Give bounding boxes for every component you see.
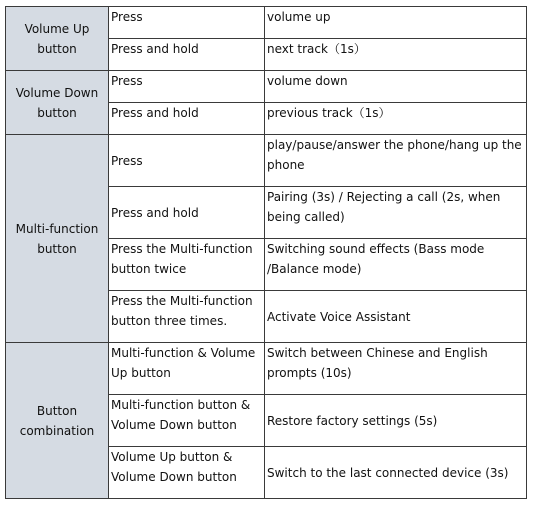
action-cell: Volume Up button & Volume Down button — [109, 447, 265, 499]
result-cell: volume down — [265, 71, 527, 103]
action-cell: Multi-function & Volume Up button — [109, 343, 265, 395]
action-cell: Press the Multi-function button three times. — [109, 291, 265, 343]
result-cell: Activate Voice Assistant — [265, 291, 527, 343]
result-cell: Pairing (3s) / Rejecting a call (2s, when being called) — [265, 187, 527, 239]
action-cell: Multi-function button & Volume Down button — [109, 395, 265, 447]
button-functions-table — [5, 6, 527, 499]
action-cell: Press — [109, 71, 265, 103]
result-cell: play/pause/answer the phone/hang up the phone — [265, 135, 527, 187]
group-label-volume-up: Volume Up button — [6, 7, 109, 71]
table-row — [6, 71, 527, 103]
result-cell: Switching sound effects (Bass mode /Balance mode) — [265, 239, 527, 291]
group-label-multi-function: Multi-function button — [6, 135, 109, 343]
action-cell: Press and hold — [109, 39, 265, 71]
result-cell: Switch between Chinese and English prompts (10s) — [265, 343, 527, 395]
action-cell: Press — [109, 135, 265, 187]
result-cell: Switch to the last connected device (3s) — [265, 447, 527, 499]
table-row — [6, 135, 527, 187]
action-cell: Press and hold — [109, 187, 265, 239]
action-cell: Press the Multi-function button twice — [109, 239, 265, 291]
result-cell: Restore factory settings (5s) — [265, 395, 527, 447]
group-label-button-combination: Button combination — [6, 343, 109, 499]
result-cell: previous track（1s） — [265, 103, 527, 135]
table-row — [6, 7, 527, 39]
table-row — [6, 343, 527, 395]
action-cell: Press — [109, 7, 265, 39]
action-cell: Press and hold — [109, 103, 265, 135]
result-cell: next track（1s） — [265, 39, 527, 71]
result-cell: volume up — [265, 7, 527, 39]
group-label-volume-down: Volume Down button — [6, 71, 109, 135]
